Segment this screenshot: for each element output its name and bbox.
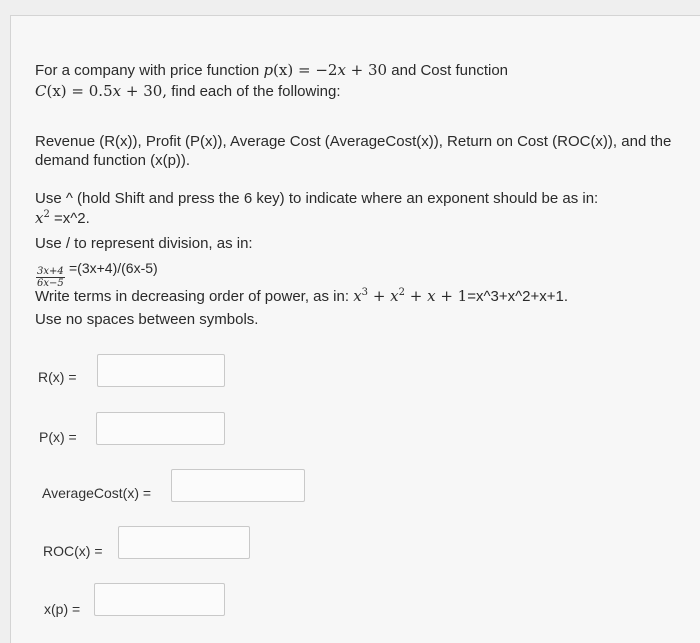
task-line-2: demand function (x(p)). bbox=[35, 152, 191, 169]
exponent-example bbox=[35, 209, 90, 227]
division-instruction: Use / to represent division, as in: bbox=[35, 235, 253, 252]
profit-label: P(x) = bbox=[39, 429, 77, 445]
order-example-pow1: 3 bbox=[361, 287, 369, 298]
order-example-x3: x bbox=[427, 287, 436, 305]
average-cost-input[interactable] bbox=[171, 469, 305, 502]
exponent-example-pow: 2 bbox=[43, 209, 50, 220]
demand-input[interactable] bbox=[94, 583, 225, 616]
order-example-x2: x bbox=[390, 287, 399, 305]
cost-function-var: x bbox=[112, 82, 122, 100]
order-example-plus3: + 1 bbox=[435, 287, 468, 305]
intro-line-2 bbox=[35, 82, 341, 100]
intro-text-2-end: find each of the following: bbox=[167, 83, 341, 100]
fraction-denominator: 6x−5 bbox=[37, 278, 64, 289]
roc-label: ROC(x) = bbox=[43, 543, 103, 559]
division-example-text: =(3x+4)/(6x-5) bbox=[69, 260, 158, 276]
order-instruction-text: Write terms in decreasing order of power, as in: bbox=[35, 288, 354, 305]
exponent-example-var: x bbox=[35, 209, 44, 227]
average-cost-label: AverageCost(x) = bbox=[42, 485, 152, 501]
fraction-example bbox=[36, 266, 65, 289]
intro-text-end: and Cost function bbox=[387, 62, 509, 79]
order-example-text: =x^3+x^2+x+1. bbox=[467, 288, 569, 305]
order-example-plus2: + bbox=[405, 287, 428, 305]
roc-input[interactable] bbox=[118, 526, 250, 559]
revenue-input[interactable] bbox=[97, 354, 225, 387]
price-function-var: x bbox=[337, 61, 346, 79]
order-example-plus1: + bbox=[368, 287, 391, 305]
cost-function-rest: + 30, bbox=[121, 82, 168, 100]
order-instruction bbox=[35, 287, 568, 305]
cost-function-arg: (x) bbox=[46, 82, 67, 100]
order-example-x1: x bbox=[353, 287, 362, 305]
task-line-1: Revenue (R(x)), Profit (P(x)), Average Cost (AverageCost(x)), Return on Cost (ROC(x)), and the bbox=[35, 133, 672, 150]
intro-line-1 bbox=[35, 61, 508, 79]
profit-input[interactable] bbox=[96, 412, 225, 445]
exponent-instruction: Use ^ (hold Shift and press the 6 key) to indicate where an exponent should be as in: bbox=[35, 190, 599, 207]
price-function-name: p bbox=[263, 61, 274, 79]
price-function-eq: = −2 bbox=[293, 61, 338, 79]
spaces-instruction: Use no spaces between symbols. bbox=[35, 311, 259, 328]
price-function-rest: + 30 bbox=[345, 61, 388, 79]
revenue-label: R(x) = bbox=[38, 369, 77, 385]
cost-function-name: C bbox=[35, 82, 47, 100]
question-card bbox=[10, 15, 700, 643]
fraction-numerator: 3x+4 bbox=[37, 266, 64, 277]
order-example-pow2: 2 bbox=[398, 287, 405, 298]
price-function-arg: (x) bbox=[273, 61, 294, 79]
cost-function-eq: = 0.5 bbox=[66, 82, 113, 100]
exponent-example-text: =x^2. bbox=[49, 210, 90, 227]
demand-label: x(p) = bbox=[44, 601, 81, 617]
intro-text: For a company with price function bbox=[35, 62, 264, 79]
